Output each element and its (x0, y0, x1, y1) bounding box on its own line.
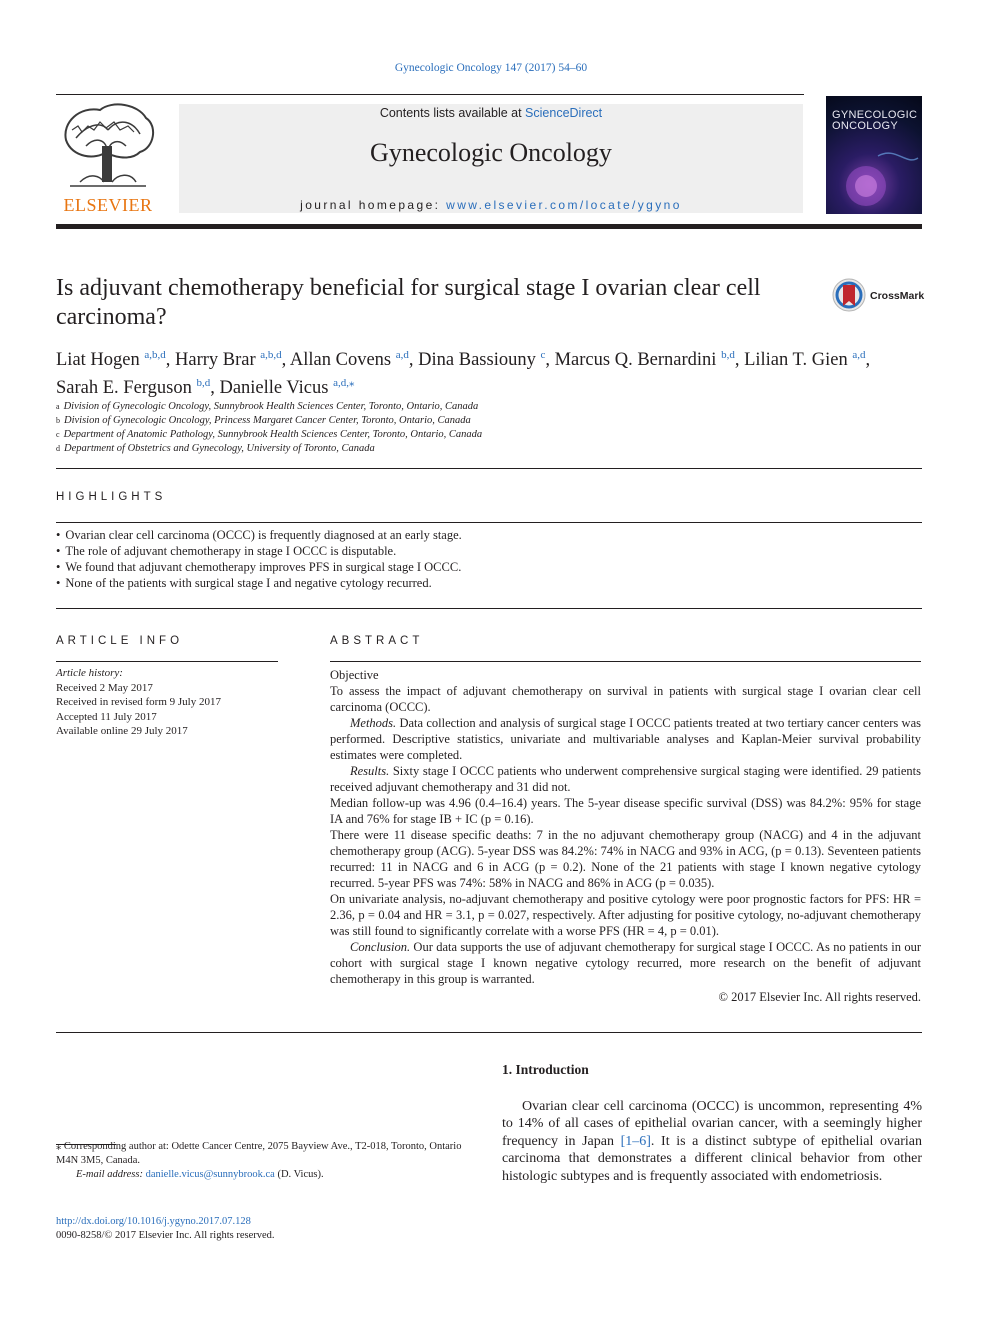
affiliation: $^c$ Department of Anatomic Pathology, Sunnybrook Health Sciences Center, Toronto, Ontario, Canada (56, 429, 483, 440)
elsevier-tree-icon (56, 100, 160, 192)
contents-line (179, 106, 803, 120)
crossmark-button[interactable] (832, 278, 932, 314)
introduction-heading: 1. Introduction (502, 1062, 589, 1077)
abstract-copyright: © 2017 Elsevier Inc. All rights reserved. (718, 990, 921, 1004)
conclusion-paragraph: Conclusion. Our data supports the use of adjuvant chemotherapy for surgical stage I OCCC. As no patients in our cohort with surgical stage I known negative cytology recurred, more research on the benefit of adjuvant chemotherapy in this group is warranted. (330, 940, 921, 986)
cover-art-icon (826, 96, 922, 214)
elsevier-logo[interactable] (56, 100, 160, 216)
highlight-item: • The role of adjuvant chemotherapy in stage I OCCC is disputable. (56, 543, 916, 559)
sciencedirect-link[interactable]: ScienceDirect (525, 106, 603, 120)
article-history (56, 666, 278, 739)
homepage-prefix: journal homepage: (300, 198, 447, 212)
highlight-item: • We found that adjuvant chemotherapy improves PFS in surgical stage I OCCC. (56, 559, 916, 575)
issn-line: 0090-8258/© 2017 Elsevier Inc. All rights reserved. (56, 1230, 275, 1241)
author[interactable]: Sarah E. Ferguson $^{b,d}$ (56, 377, 211, 399)
journal-cover-image[interactable] (826, 96, 922, 214)
reference-link[interactable]: [1–6] (620, 1133, 651, 1149)
introduction-paragraph: Ovarian clear cell carcinoma (OCCC) is uncommon, representing 4% to 14% of all cases of epithelial ovarian cancer, with a seemingly higher frequency in Japan [1–6]. It is a distinct subtype of epithelial ovarian carcinoma that demonstrates a different clinical behavior from other histologic subtypes and is frequently associated with endometriosis. (502, 1099, 922, 1184)
journal-homepage (179, 198, 803, 212)
email-note: E-mail address: danielle.vicus@sunnybrook.ca (D. Vicus). (76, 1169, 324, 1180)
email-link[interactable]: danielle.vicus@sunnybrook.ca (145, 1169, 275, 1180)
abstract-rule (330, 661, 921, 662)
abstract-heading: ABSTRACT (330, 635, 424, 647)
article-title: Is adjuvant chemotherapy beneficial for surgical stage I ovarian clear cell carcinoma? (56, 275, 761, 330)
header-bottom-rule (56, 224, 922, 229)
abstract-body (330, 667, 921, 1005)
section-rule (56, 1032, 922, 1033)
article-info-heading: ARTICLE INFO (56, 635, 184, 647)
affiliation: $^d$ Department of Obstetrics and Gynecology, University of Toronto, Canada (56, 443, 375, 454)
history-item: Received in revised form 9 July 2017 (56, 696, 221, 708)
author[interactable]: Allan Covens $^{a,d}$ (289, 349, 409, 371)
highlights-rule (56, 522, 922, 523)
homepage-link[interactable]: www.elsevier.com/locate/ygyno (446, 198, 682, 212)
history-label: Article history: (56, 667, 123, 679)
results-paragraph-4: On univariate analysis, no-adjuvant chemotherapy and positive cytology were poor prognostic factors for PFS: HR = 2.36, p = 0.04 and HR = 3.1, p = 0.027, respectively. After adjusting for positive cytology, no-adjuvant chemotherapy was still found to significantly correlate with a worse PFS (HR = 4, p = 0.01). (330, 892, 921, 938)
results-paragraph-2: Median follow-up was 4.96 (0.4–16.4) years. The 5-year disease specific survival (DSS) was 84.2%: 95% for stage IA and 76% for stage IB + IC (p = 0.16). (330, 796, 921, 826)
results-paragraph: Results. Sixty stage I OCCC patients who underwent comprehensive surgical staging were identified. 29 patients received adjuvant chemotherapy and 31 did not. (330, 764, 921, 794)
author[interactable]: Danielle Vicus $^{a,d,⁎}$ (219, 377, 355, 399)
author[interactable]: Liat Hogen $^{a,b,d}$ (56, 349, 166, 371)
author[interactable]: Lilian T. Gien $^{a,d}$ (744, 349, 866, 371)
crossmark-icon (832, 278, 866, 312)
citation-link[interactable]: Gynecologic Oncology 147 (2017) 54–60 (394, 62, 588, 74)
highlight-item: • None of the patients with surgical stage I and negative cytology recurred. (56, 575, 916, 591)
objective-text: To assess the impact of adjuvant chemotherapy on survival in patients with surgical stage I ovarian clear cell carcinoma (OCCC). (330, 684, 921, 714)
contents-prefix: Contents lists available at (379, 106, 526, 120)
journal-name: Gynecologic Oncology (370, 138, 612, 167)
history-item: Available online 29 July 2017 (56, 725, 188, 737)
doi-block (56, 1215, 486, 1243)
highlights-list (56, 527, 916, 591)
affiliation: $^b$ Division of Gynecologic Oncology, Princess Margaret Cancer Center, Toronto, Ontario, Canada (56, 415, 471, 426)
footnotes (56, 1140, 486, 1182)
history-item: Received 2 May 2017 (56, 681, 153, 694)
crossmark-label: CrossMark (870, 290, 925, 302)
header-top-rule (56, 94, 804, 95)
author[interactable]: Marcus Q. Bernardini $^{b,d}$ (554, 349, 735, 371)
corresponding-author-note: ⁎ Corresponding author at: Odette Cancer Centre, 2075 Bayview Ave., T2-018, Toronto, Ontario M4N 3M5, Canada. (56, 1141, 462, 1166)
author[interactable]: Harry Brar $^{a,b,d}$ (175, 349, 282, 371)
author[interactable]: Dina Bassiouny $^c$ (418, 349, 546, 371)
highlights-heading: HIGHLIGHTS (56, 491, 167, 503)
doi-link[interactable]: http://dx.doi.org/10.1016/j.ygyno.2017.07.128 (56, 1216, 251, 1227)
section-rule (56, 468, 922, 469)
article-info-rule (56, 661, 278, 662)
author-list: Liat Hogen $^{a,b,d}$, Harry Brar $^{a,b,d}$, Allan Covens $^{a,d}$, Dina Bassiouny $^c$, Marcus Q. Bernardini $^{b,d}$, Lilian T. Gien $^{a,d}$, Sarah E. Ferguson $^{b,d}$, Danielle Vicus $^{a,d,⁎}$ (56, 349, 871, 399)
cover-title: GYNECOLOGIC ONCOLOGY (832, 109, 918, 132)
affiliation: $^a$ Division of Gynecologic Oncology, Sunnybrook Health Sciences Center, Toronto, Ontario, Canada (56, 401, 479, 412)
objective-heading: Objective (330, 668, 379, 682)
journal-citation[interactable] (0, 62, 982, 74)
affiliation-list (56, 400, 916, 456)
history-item: Accepted 11 July 2017 (56, 710, 157, 723)
elsevier-wordmark: ELSEVIER (63, 195, 153, 215)
journal-banner (179, 104, 803, 213)
section-rule (56, 608, 922, 609)
methods-paragraph: Methods. Data collection and analysis of surgical stage I OCCC patients treated at two tertiary cancer centers was performed. Descriptive statistics, univariate and multivariable analyses and Kaplan-Meier survival probability estimates were completed. (330, 716, 921, 762)
results-paragraph-3: There were 11 disease specific deaths: 7 in the no adjuvant chemotherapy group (NACG) and 4 in the adjuvant chemotherapy group (ACG). 5-year DSS was 84.2%: 74% in NACG and 93% in ACG, (p = 0.13). Seventeen patients recurred: 11 in NACG and 6 in ACG (p = 0.2). None of the 21 patients with stage I known negative cytology recurred. 5-year PFS was 74%: 58% in NACG and 86% in ACG (p = 0.035). (330, 828, 921, 890)
highlight-item: • Ovarian clear cell carcinoma (OCCC) is frequently diagnosed at an early stage. (56, 527, 916, 543)
